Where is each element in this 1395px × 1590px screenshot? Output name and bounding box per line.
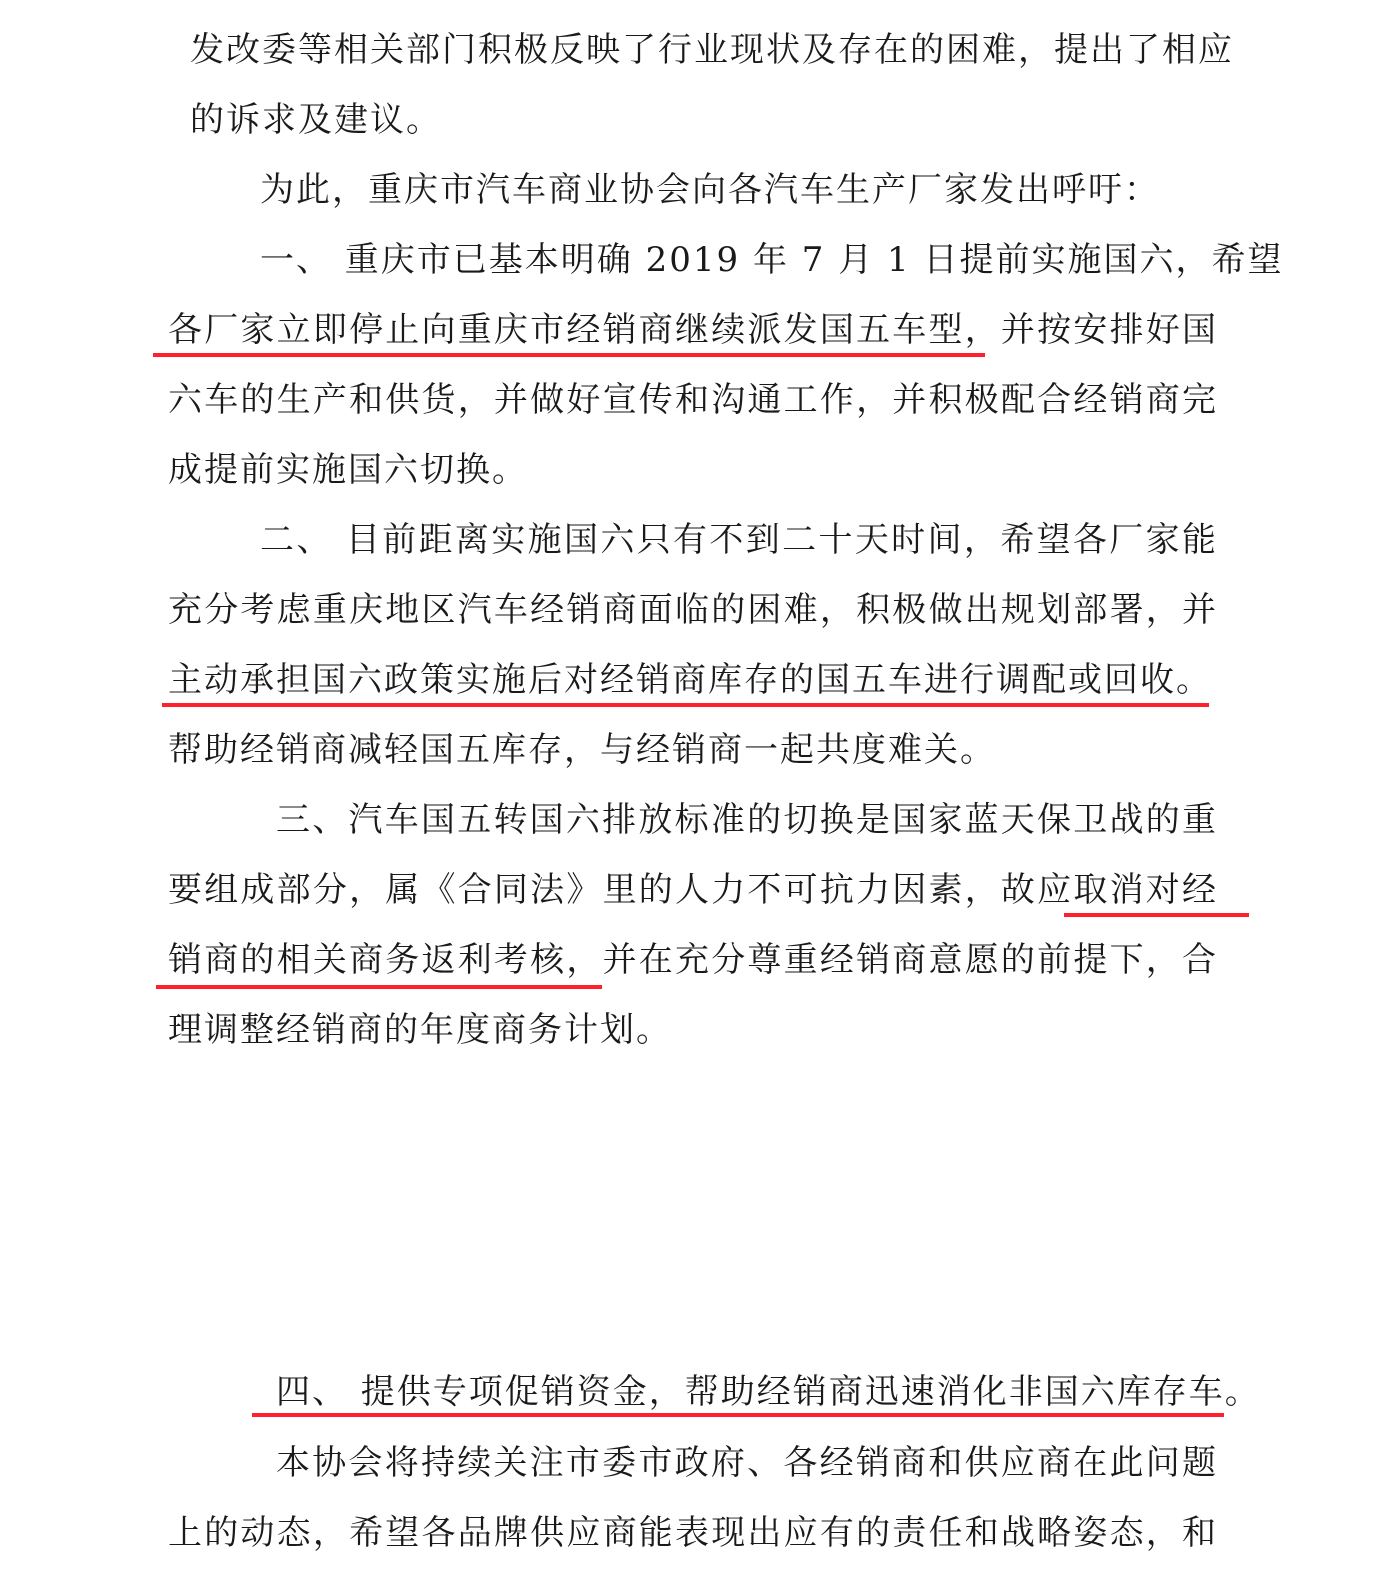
red-underline-annotation — [156, 985, 602, 989]
list-item-2-heading: 二、 目前距离实施国六只有不到二十天时间，希望各厂家能 — [260, 520, 1218, 560]
text-line: 本协会将持续关注市委市政府、各经销商和供应商在此问题 — [276, 1443, 1218, 1483]
list-item-4-heading: 四、 提供专项促销资金，帮助经销商迅速消化非国六库存车。 — [276, 1372, 1261, 1412]
red-underline-annotation — [153, 353, 985, 357]
list-item-1-heading: 一、 重庆市已基本明确 2019 年 7 月 1 日提前实施国六，希望 — [260, 240, 1284, 280]
text-line: 各厂家立即停止向重庆市经销商继续派发国五车型，并按安排好国 — [168, 310, 1218, 350]
red-underline-annotation — [1064, 913, 1249, 917]
text-line: 成提前实施国六切换。 — [168, 450, 528, 490]
text-line: 主动承担国六政策实施后对经销商库存的国五车进行调配或回收。 — [168, 660, 1212, 700]
text-line: 的诉求及建议。 — [190, 100, 442, 140]
text-line: 帮助经销商减轻国五库存，与经销商一起共度难关。 — [168, 730, 996, 770]
list-item-3-heading: 三、汽车国五转国六排放标准的切换是国家蓝天保卫战的重 — [276, 800, 1218, 840]
text-line: 销商的相关商务返利考核，并在充分尊重经销商意愿的前提下，合 — [168, 940, 1218, 980]
text-line: 六车的生产和供货，并做好宣传和沟通工作，并积极配合经销商完 — [168, 380, 1218, 420]
text-line: 发改委等相关部门积极反映了行业现状及存在的困难，提出了相应 — [190, 30, 1234, 70]
text-line: 为此，重庆市汽车商业协会向各汽车生产厂家发出呼吁： — [260, 170, 1160, 210]
red-underline-annotation — [162, 703, 1209, 707]
red-underline-annotation — [252, 1413, 1224, 1417]
text-line: 上的动态，希望各品牌供应商能表现出应有的责任和战略姿态，和 — [168, 1513, 1218, 1553]
text-line: 充分考虑重庆地区汽车经销商面临的困难，积极做出规划部署，并 — [168, 590, 1218, 630]
text-line: 要组成部分，属《合同法》里的人力不可抗力因素，故应取消对经 — [168, 870, 1218, 910]
text-line: 理调整经销商的年度商务计划。 — [168, 1010, 672, 1050]
